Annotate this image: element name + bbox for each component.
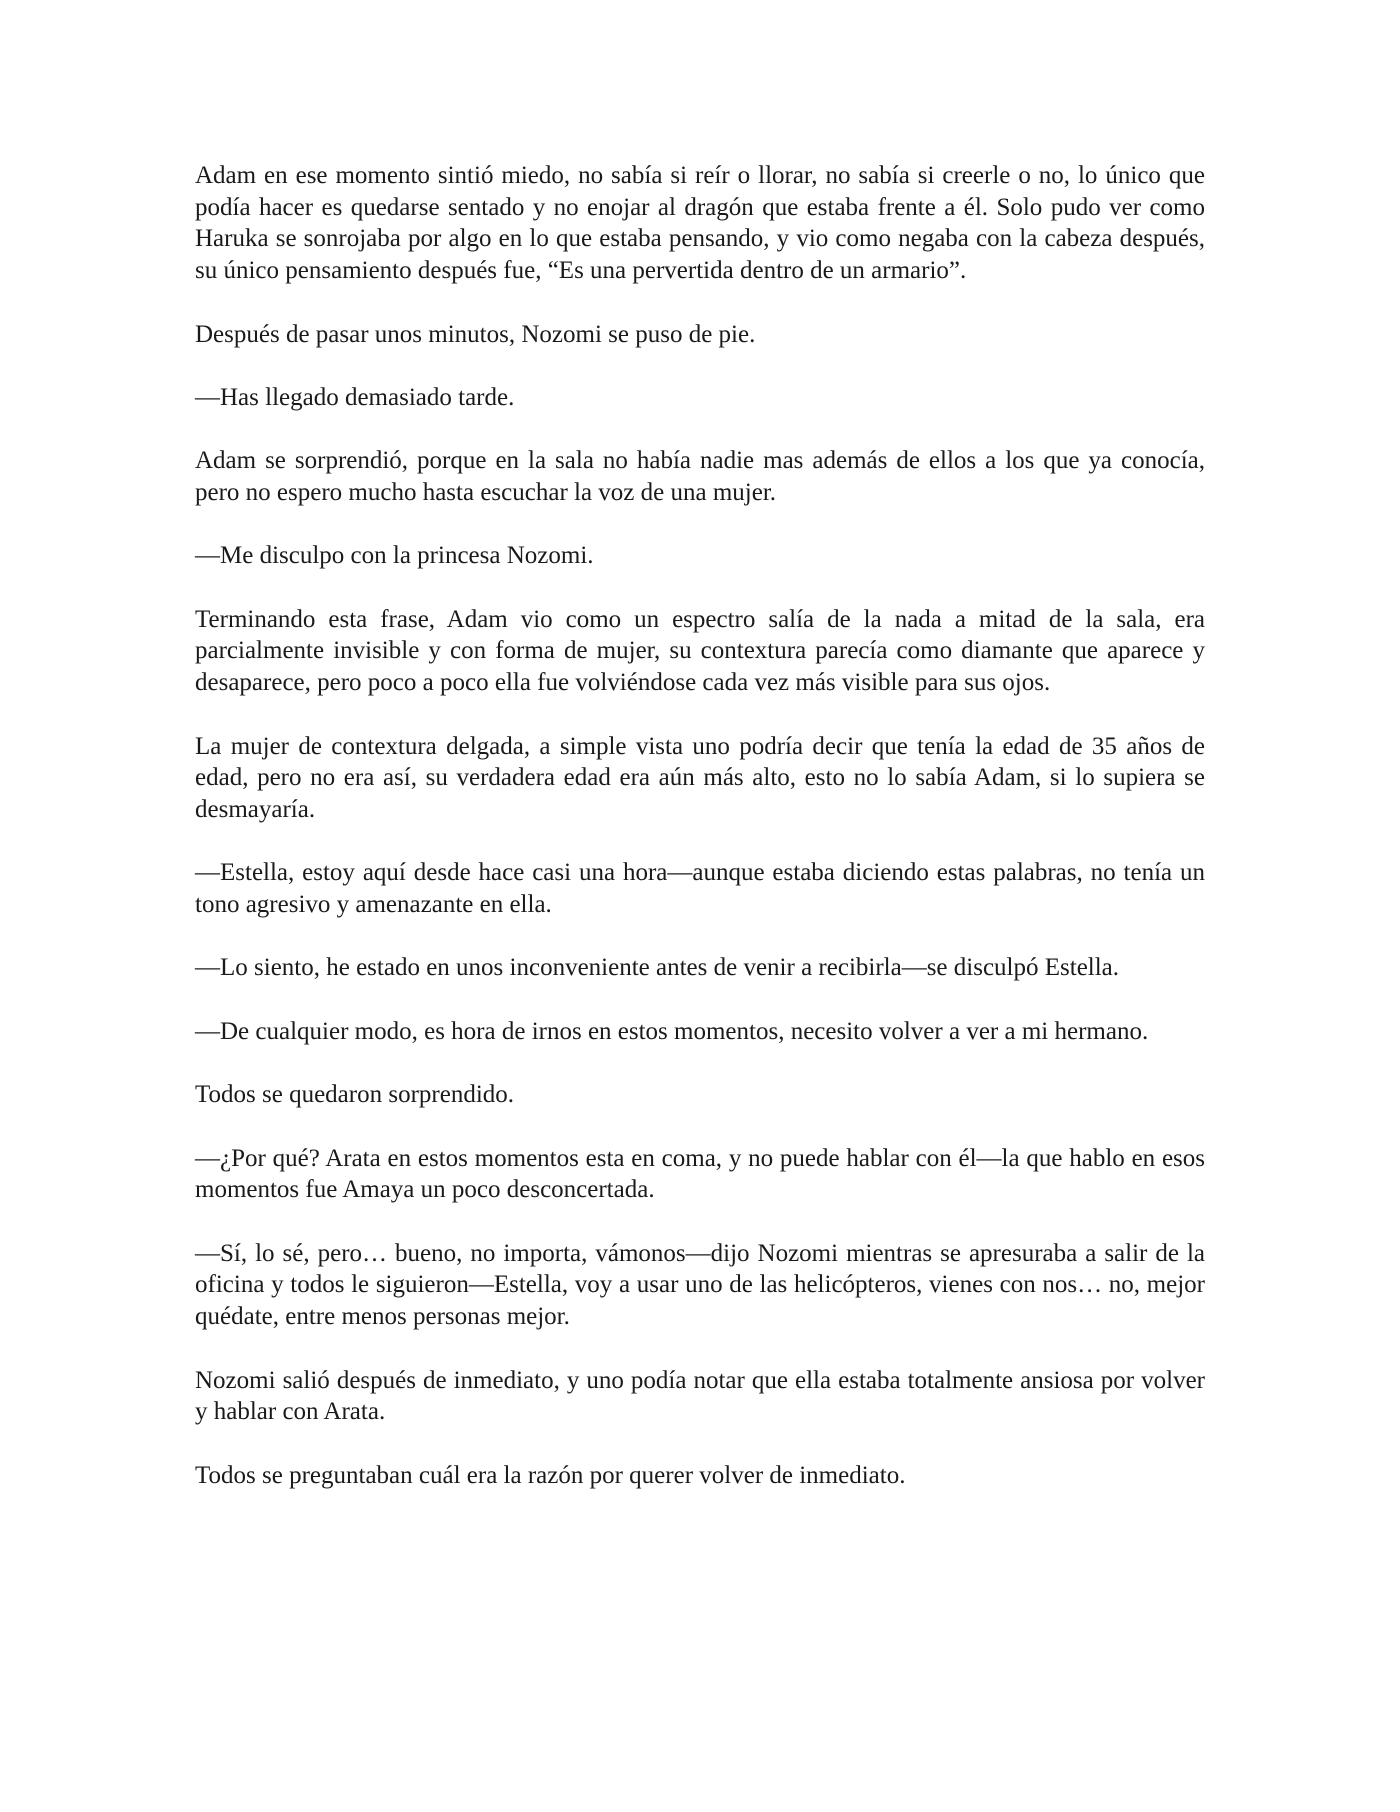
paragraph: Adam en ese momento sintió miedo, no sabía si reír o llorar, no sabía si creerle o no, lo único que podía hacer es quedarse sentado y no enojar al dragón que estaba frente a él. Solo pudo ver como Haruka se sonrojaba por algo en lo que estaba pensando, y vio como negaba con la cabeza después, su único pensamiento después fue, “Es una pervertida dentro de un armario”.	[195, 162, 1205, 285]
paragraph: —Lo siento, he estado en unos inconveniente antes de venir a recibirla—se disculpó Estella.	[195, 954, 1120, 982]
paragraph: —Has llegado demasiado tarde.	[195, 383, 515, 411]
paragraph: Adam se sorprendió, porque en la sala no había nadie mas además de ellos a los que ya conocía, pero no espero mucho hasta escuchar la voz de una mujer.	[195, 447, 1205, 506]
document-body	[195, 160, 1205, 1523]
paragraph: Nozomi salió después de inmediato, y uno podía notar que ella estaba totalmente ansiosa por volver y hablar con Arata.	[195, 1366, 1205, 1426]
paragraph: —Sí, lo sé, pero… bueno, no importa, vámonos—dijo Nozomi mientras se apresuraba a salir de la oficina y todos le siguieron—Estella, voy a usar uno de las helicópteros, vienes con nos… no, mejor quédate, entre menos personas mejor.	[195, 1239, 1205, 1331]
paragraph: —Estella, estoy aquí desde hace casi una hora—aunque estaba diciendo estas palabras, no tenía un tono agresivo y amenazante en ella.	[195, 859, 1205, 919]
paragraph: —¿Por qué? Arata en estos momentos esta en coma, y no puede hablar con él—la que hablo en esos momentos fue Amaya un poco desconcertada.	[195, 1144, 1205, 1204]
paragraph: —Me disculpo con la princesa Nozomi.	[195, 542, 594, 570]
paragraph: Todos se preguntaban cuál era la razón por querer volver de inmediato.	[195, 1461, 906, 1489]
paragraph: La mujer de contextura delgada, a simple vista uno podría decir que tenía la edad de 35 años de edad, pero no era así, su verdadera edad era aún más alto, esto no lo sabía Adam, si lo supiera se desmayaría.	[195, 732, 1205, 823]
paragraph: Terminando esta frase, Adam vio como un espectro salía de la nada a mitad de la sala, era parcialmente invisible y con forma de mujer, su contextura parecía como diamante que aparece y desaparece, pero poco a poco ella fue volviéndose cada vez más visible para sus ojos.	[195, 605, 1205, 697]
paragraph: —De cualquier modo, es hora de irnos en estos momentos, necesito volver a ver a mi hermano.	[195, 1017, 1149, 1045]
paragraph: Después de pasar unos minutos, Nozomi se puso de pie.	[195, 320, 756, 348]
paragraph: Todos se quedaron sorprendido.	[195, 1081, 515, 1109]
